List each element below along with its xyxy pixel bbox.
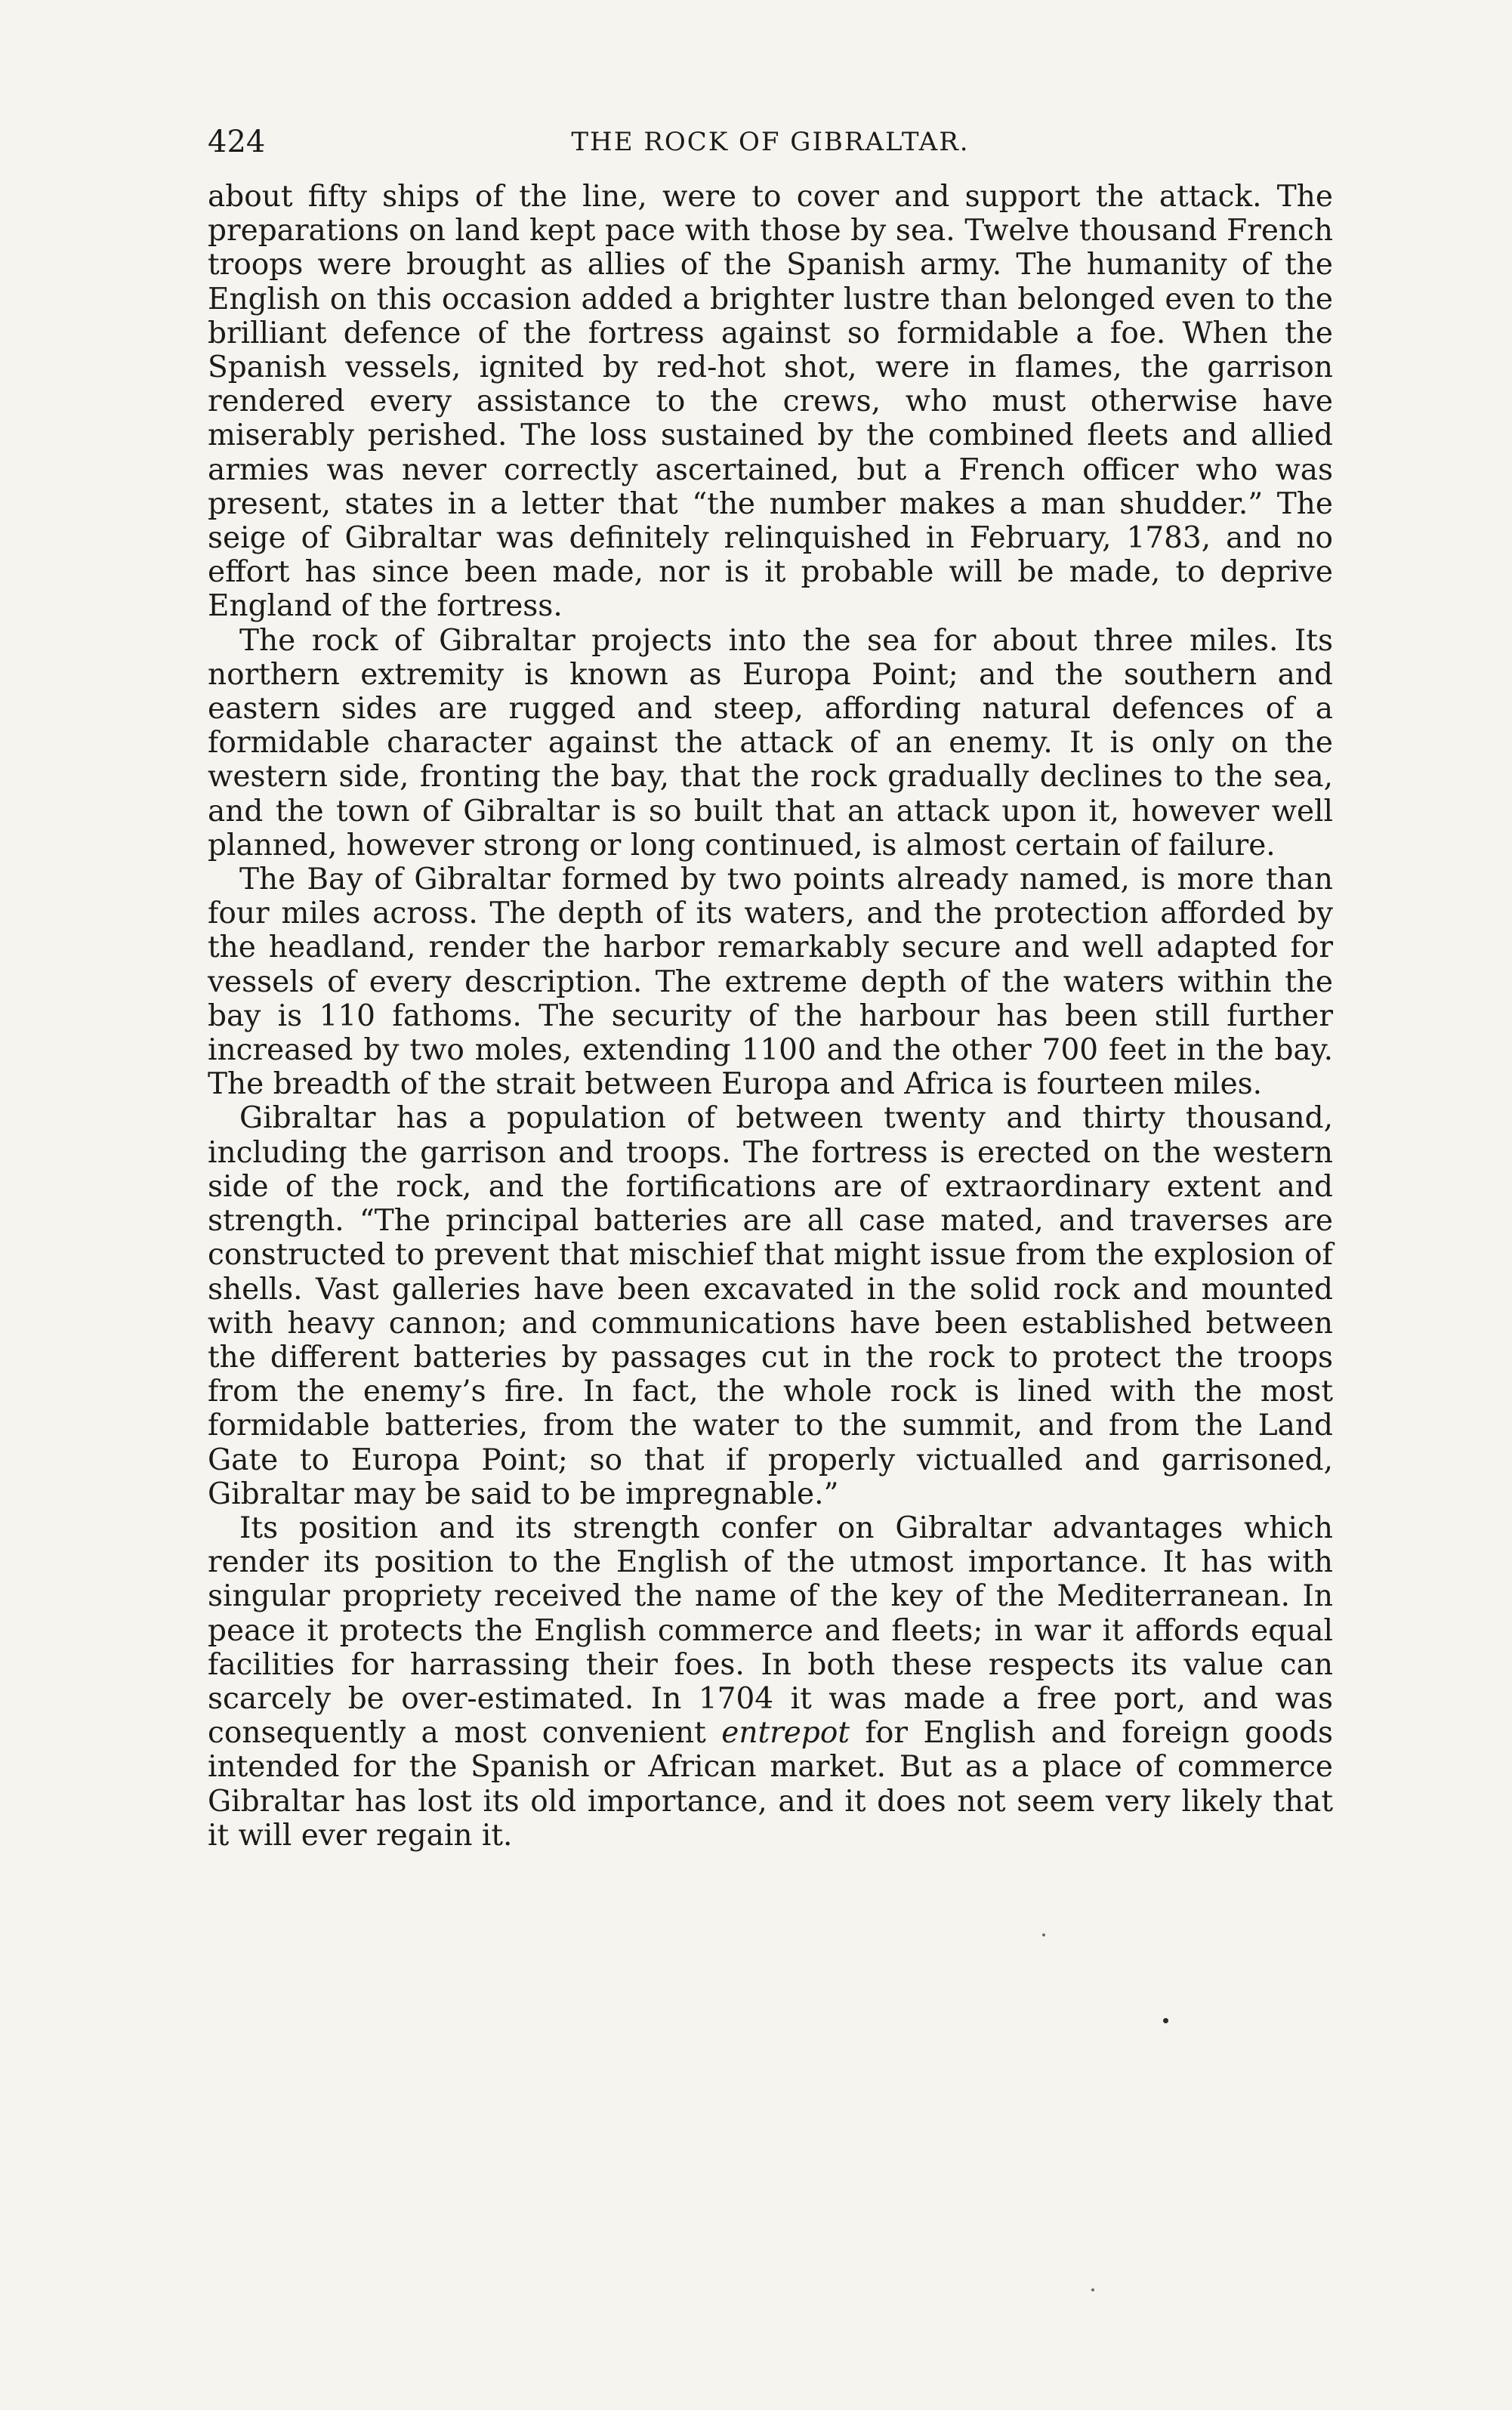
paragraph-5: [208, 1511, 1333, 1853]
running-head: [208, 119, 1333, 165]
ink-speck: [1042, 1933, 1045, 1936]
running-title: THE ROCK OF GIBRALTAR.: [571, 127, 970, 157]
page-number: 424: [208, 125, 266, 159]
body-text: [208, 180, 1333, 1853]
ink-speck: [1091, 2288, 1094, 2291]
paragraph-4: Gibraltar has a population of between twenty and thirty thousand, including the garrison and troops. The fortress is erected on the western side of the rock, and the fortifications are of extraordinary extent and strength. “The principal batteries are all case mated, and traverses are constructed to prevent that mischief that might issue from the explosion of shells. Vast galleries have been excavated in the solid rock and mounted with heavy cannon; and communications have been established between the different batteries by passages cut in the rock to protect the troops from the enemy’s fire. In fact, the whole rock is lined with the most formidable batteries, from the water to the summit, and from the Land Gate to Europa Point; so that if properly victualled and garrisoned, Gibraltar may be said to be impregnable.”: [208, 1101, 1333, 1511]
paragraph-5-part-1: Its position and its strength confer on Gibraltar advantages which render its position to the English of the utmost importance. It has with singular propriety received the name of the key of the Mediterranean. In peace it protects the English commerce and fleets; in war it affords equal facilities for harrassing their foes. In both these respects its value can scarcely be over-estimated. In 1704 it was made a free port, and was consequently a most convenient: [208, 1510, 1333, 1751]
paragraph-5-part-2: for English and foreign goods intended for the Spanish or African market. But as a place of commerce Gibraltar has lost its old importance, and it does not seem very likely that it will ever regain it.: [208, 1716, 1333, 1853]
paragraph-3: The Bay of Gibraltar formed by two points already named, is more than four miles across. The depth of its waters, and the protection afforded by the headland, render the harbor remarkably secure and well adapted for vessels of every description. The extreme depth of the waters within the bay is 110 fathoms. The security of the harbour has been still further increased by two moles, extending 1100 and the other 700 feet in the bay. The breadth of the strait between Europa and Africa is fourteen miles.: [208, 862, 1333, 1102]
paragraph-2: The rock of Gibraltar projects into the sea for about three miles. Its northern extremity is known as Europa Point; and the southern and eastern sides are rugged and steep, affording natural defences of a formidable character against the attack of an enemy. It is only on the western side, fronting the bay, that the rock gradually declines to the sea, and the town of Gibraltar is so built that an attack upon it, however well planned, however strong or long continued, is almost certain of failure.: [208, 623, 1333, 862]
paragraph-1: about fifty ships of the line, were to cover and support the attack. The preparations on land kept pace with those by sea. Twelve thousand French troops were brought as allies of the Spanish army. The humanity of the English on this occasion added a brighter lustre than belonged even to the brilliant defence of the fortress against so formidable a foe. When the Spanish vessels, ignited by red-hot shot, were in flames, the garrison rendered every assistance to the crews, who must otherwise have miserably perished. The loss sustained by the combined fleets and allied armies was never correctly ascertained, but a French officer who was present, states in a letter that “the number makes a man shudder.” The seige of Gibraltar was definitely relinquished in February, 1783, and no effort has since been made, nor is it probable will be made, to deprive England of the fortress.: [208, 180, 1333, 624]
italic-word-entrepot: entrepot: [721, 1716, 850, 1751]
ink-speck: [1163, 2018, 1168, 2023]
